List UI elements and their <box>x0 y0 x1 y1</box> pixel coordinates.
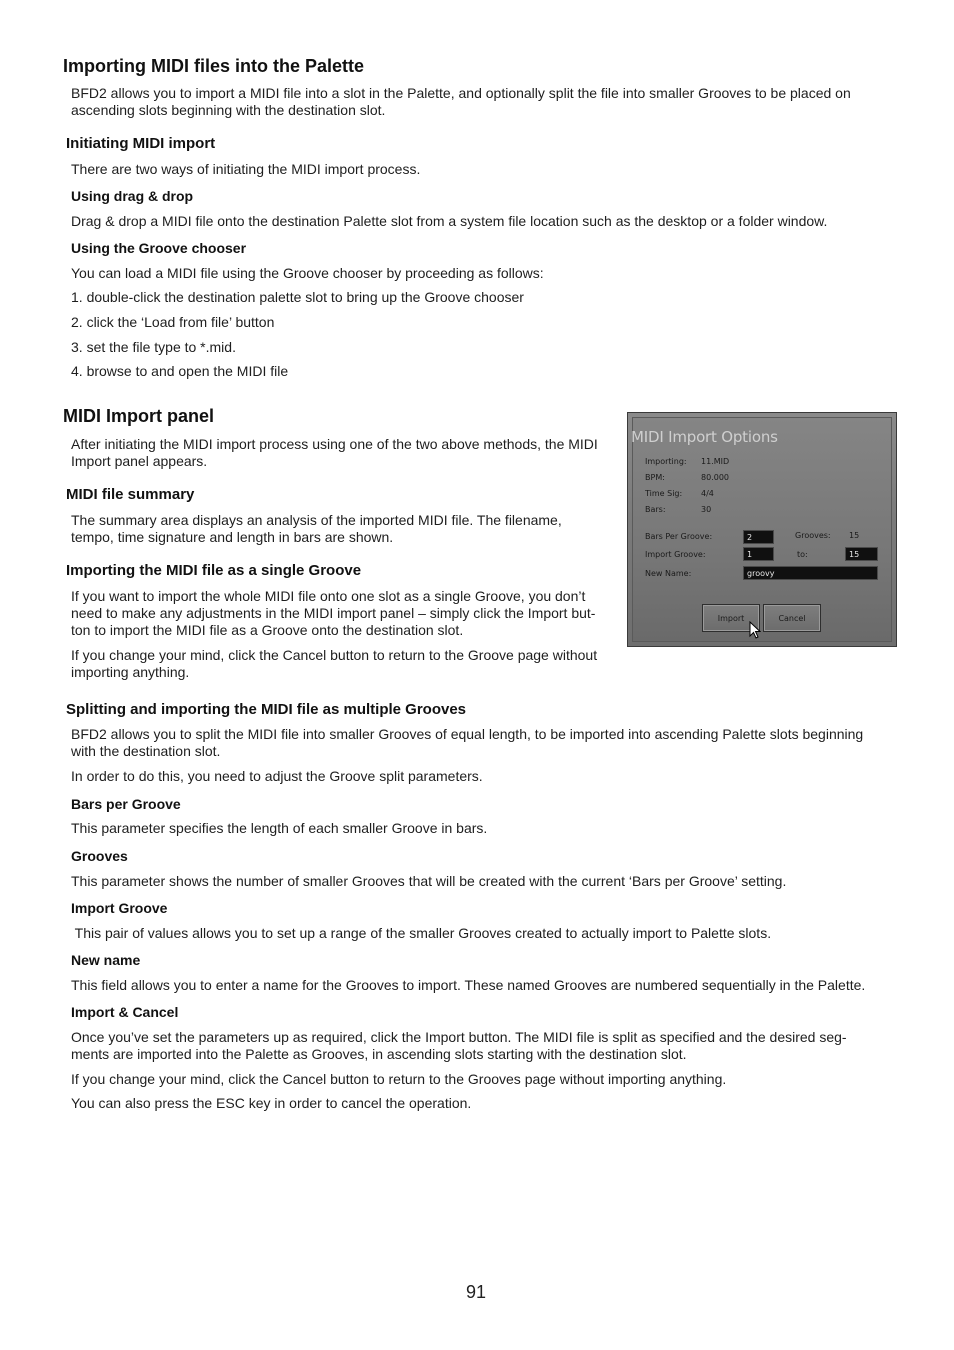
esc-text: You can also press the ESC key in order to cancel the operation. <box>71 1095 472 1111</box>
panel-title: MIDI Import Options <box>631 428 778 446</box>
cancel-line: importing anything. <box>71 664 190 680</box>
heading-single-groove: Importing the MIDI file as a single Groove <box>66 562 362 579</box>
page-number: 91 <box>466 1282 487 1302</box>
time-sig-label: Time Sig: <box>645 489 683 498</box>
cancel-text: If you change your mind, click the Cancel button to return to the Grooves page without importing anything. <box>71 1071 727 1087</box>
intro-paragraph: BFD2 allows you to import a MIDI file into a slot in the Palette, and optionally split the file into smaller Grooves to be placed on ascending slots beginning with the destination slot. <box>71 85 851 118</box>
summary-line: The summary area displays an analysis of the imported MIDI file. The filename, <box>71 512 562 528</box>
new-name-field[interactable]: groovy <box>743 566 878 580</box>
import-groove-to-field[interactable]: 15 <box>845 547 878 561</box>
summary-line: tempo, time signature and length in bars are shown. <box>71 529 394 545</box>
heading-midi-file-summary: MIDI file summary <box>66 486 195 503</box>
grooves-value: 15 <box>849 531 860 540</box>
import-groove-label: Import Groove: <box>645 550 706 559</box>
grooves-label: Grooves: <box>795 531 831 540</box>
time-sig-value: 4/4 <box>701 489 714 498</box>
new-name-label: New Name: <box>645 569 692 578</box>
splitting-intro: BFD2 allows you to split the MIDI file into smaller Grooves of equal length, to be imported into ascending Palette slots beginning with the destination slot. <box>71 726 864 759</box>
bars-per-groove-label: Bars Per Groove: <box>645 532 713 541</box>
panel-intro-line: After initiating the MIDI import process using one of the two above methods, the MIDI <box>71 436 598 452</box>
heading-import-cancel: Import & Cancel <box>71 1004 179 1020</box>
mouse-cursor-icon <box>749 621 761 639</box>
panel-intro-line: Import panel appears. <box>71 453 208 469</box>
groove-chooser-text: You can load a MIDI file using the Groove chooser by proceeding as follows: <box>71 265 544 281</box>
heading-bars-per-groove: Bars per Groove <box>71 796 181 812</box>
grooves-text: This parameter shows the number of smaller Grooves that will be created with the current ‘Bars per Groove’ setting. <box>71 873 787 889</box>
midi-import-options-panel <box>627 412 897 647</box>
heading-initiating-import: Initiating MIDI import <box>66 135 216 152</box>
heading-groove-chooser: Using the Groove chooser <box>71 240 247 256</box>
to-label: to: <box>797 550 808 559</box>
heading-grooves: Grooves <box>71 848 128 864</box>
importing-value: 11.MID <box>701 457 730 466</box>
bars-per-groove-field[interactable]: 2 <box>743 530 774 544</box>
heading-midi-import-panel: MIDI Import panel <box>63 406 215 426</box>
step-item: 4. browse to and open the MIDI file <box>71 363 289 379</box>
step-item: 3. set the file type to *.mid. <box>71 339 236 355</box>
cancel-button[interactable]: Cancel <box>763 604 821 632</box>
import-button[interactable]: Import <box>702 604 760 632</box>
heading-importing-midi: Importing MIDI files into the Palette <box>63 56 365 76</box>
heading-splitting-grooves: Splitting and importing the MIDI file as multiple Grooves <box>66 701 467 718</box>
drag-drop-text: Drag & drop a MIDI file onto the destination Palette slot from a system file location such as the desktop or a folder window. <box>71 213 828 229</box>
bars-label: Bars: <box>645 505 666 514</box>
initiating-text: There are two ways of initiating the MIDI import process. <box>71 161 421 177</box>
import-groove-from-field[interactable]: 1 <box>743 547 774 561</box>
bpm-value: 80.000 <box>701 473 729 482</box>
adjust-text: In order to do this, you need to adjust the Groove split parameters. <box>71 768 483 784</box>
new-name-text: This field allows you to enter a name for the Grooves to import. These named Grooves are numbered sequentially in the Palette. <box>71 977 866 993</box>
single-groove-line: If you want to import the whole MIDI file onto one slot as a single Groove, you don’t <box>71 588 586 604</box>
step-item: 1. double-click the destination palette slot to bring up the Groove chooser <box>71 289 524 305</box>
import-cancel-line: Once you’ve set the parameters up as required, click the Import button. The MIDI file is split as specified and the desired seg- <box>71 1029 847 1045</box>
heading-drag-drop: Using drag & drop <box>71 188 194 204</box>
bars-value: 30 <box>701 505 712 514</box>
single-groove-line: need to make any adjustments in the MIDI import panel – simply click the Import but- <box>71 605 596 621</box>
step-item: 2. click the ‘Load from file’ button <box>71 314 275 330</box>
importing-label: Importing: <box>645 457 687 466</box>
cancel-line: If you change your mind, click the Cancel button to return to the Groove page without <box>71 647 598 663</box>
heading-import-groove: Import Groove <box>71 900 168 916</box>
bpm-label: BPM: <box>645 473 665 482</box>
bars-per-groove-text: This parameter specifies the length of each smaller Groove in bars. <box>71 820 488 836</box>
import-cancel-line: ments are imported into the Palette as Grooves, in ascending slots starting with the destination slot. <box>71 1046 687 1062</box>
single-groove-line: ton to import the MIDI file as a Groove onto the destination slot. <box>71 622 464 638</box>
import-groove-text: This pair of values allows you to set up a range of the smaller Grooves created to actually import to Palette slots. <box>71 925 772 941</box>
heading-new-name: New name <box>71 952 141 968</box>
